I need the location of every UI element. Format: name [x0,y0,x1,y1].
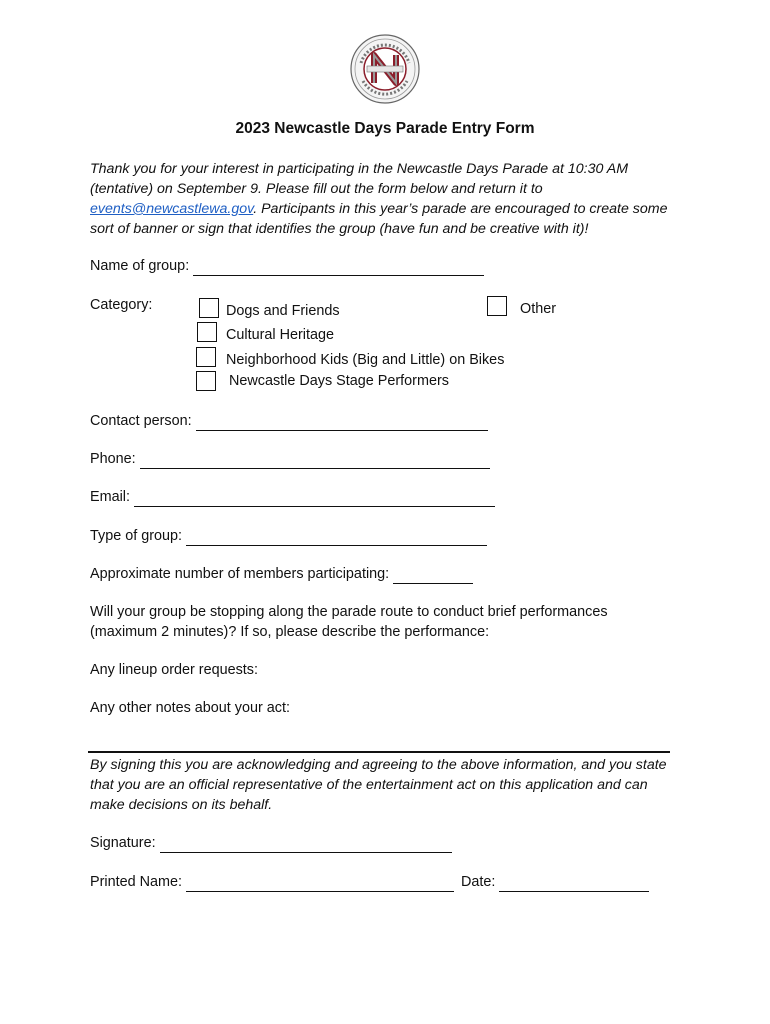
checkbox-cultural-heritage[interactable] [197,322,217,342]
signature-row [90,833,452,853]
approx-members-label: Approximate number of members participating: [90,566,390,582]
email-field[interactable] [134,490,495,507]
email-label: Email: [90,489,130,505]
category-stage-performers-label: Newcastle Days Stage Performers [229,373,449,389]
intro-text-2: . Participants in this year’s parade are encouraged to create some sort of banner or sign that identifies the group (have fun and be creative with it)! [90,201,668,237]
form-title: 2023 Newcastle Days Parade Entry Form [235,120,535,137]
type-of-group-row [90,526,487,546]
phone-row [90,449,490,469]
signature-field[interactable] [160,836,452,853]
lineup-requests-label: Any lineup order requests: [90,662,258,678]
contact-person-field[interactable] [196,414,488,431]
checkbox-dogs-and-friends[interactable] [199,298,219,318]
type-of-group-field[interactable] [186,529,487,546]
checkbox-stage-performers[interactable] [196,371,216,391]
name-of-group-label: Name of group: [90,258,190,274]
name-of-group-row [90,256,484,276]
signature-label: Signature: [90,835,156,851]
approx-members-field[interactable] [393,567,473,584]
performances-question: Will your group be stopping along the parade route to conduct brief performances (maximum 2 minutes)? If so, please describe the performance: [90,604,608,640]
category-other-label: Other [520,301,556,317]
category-dogs-and-friends-label: Dogs and Friends [226,303,340,319]
checkbox-neighborhood-kids[interactable] [196,347,216,367]
category-neighborhood-kids-label: Neighborhood Kids (Big and Little) on Bikes [226,352,505,368]
phone-label: Phone: [90,451,136,467]
intro-text-1: Thank you for your interest in participating in the Newcastle Days Parade at 10:30 AM (tentative) on September 9. Please fill out the form below and return it to [90,161,629,197]
category-label: Category: [90,297,153,313]
section-divider [88,751,670,753]
city-seal-logo [349,33,421,105]
printed-name-field[interactable] [186,875,454,892]
contact-person-label: Contact person: [90,413,192,429]
approx-members-row [90,564,473,584]
seal-icon [349,33,421,105]
other-notes-label: Any other notes about your act: [90,700,290,716]
printed-name-row [90,872,649,892]
category-cultural-heritage-label: Cultural Heritage [226,327,334,343]
contact-person-row [90,411,488,431]
email-row [90,487,495,507]
events-email-link[interactable]: events@newcastlewa.gov [90,201,254,217]
date-label: Date: [460,874,496,890]
intro-paragraph [90,159,680,239]
phone-field[interactable] [140,452,490,469]
date-field[interactable] [499,875,649,892]
name-of-group-field[interactable] [193,259,484,276]
type-of-group-label: Type of group: [90,528,182,544]
acknowledgement-text: By signing this you are acknowledging and agreeing to the above information, and you state that you are an official representative of the entertainment act on this application and can make decisions on its behalf. [90,757,667,813]
printed-name-label: Printed Name: [90,874,182,890]
checkbox-other[interactable] [487,296,507,316]
